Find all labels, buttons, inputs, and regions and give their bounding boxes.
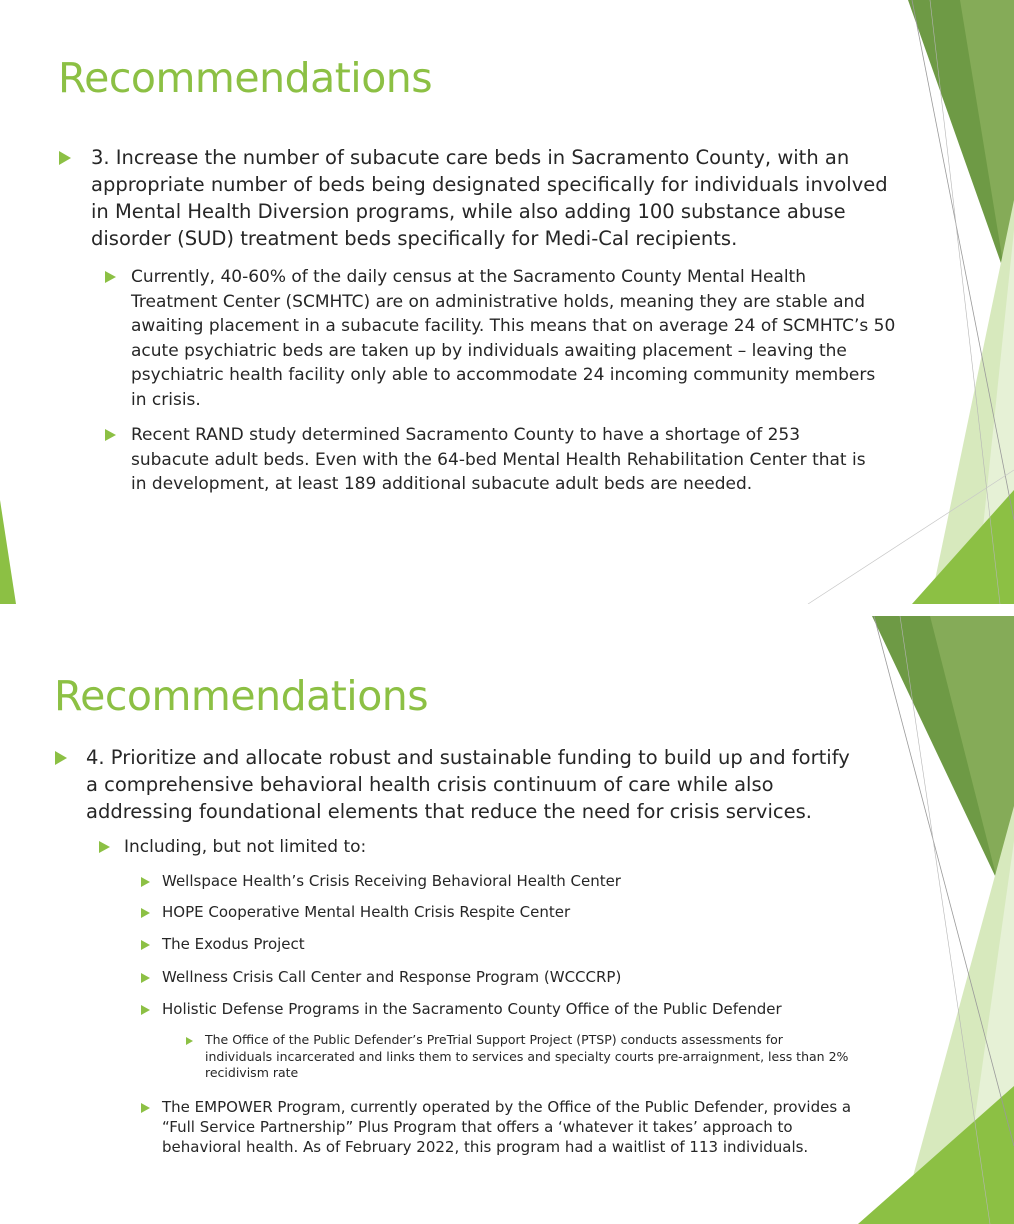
slide-2-title: Recommendations xyxy=(54,672,429,720)
bullet-arrow-icon xyxy=(141,908,150,918)
bullet-text: The EMPOWER Program, currently operated by the Office of the Public Defender, provides a “Full Service Partnership” Plus Program that offers a ‘whatever it takes’ approach to behavioral health. As of February 2022, this program had a waitlist of 113 individuals. xyxy=(162,1098,852,1156)
bullet-text: The Exodus Project xyxy=(162,935,305,953)
bullet-arrow-icon xyxy=(55,751,67,765)
bullet-arrow-icon xyxy=(141,877,150,887)
bullet-text: Recent RAND study determined Sacramento County to have a shortage of 253 subacute adult beds. Even with the 64-bed Mental Health Rehabilitation Center that is in development, at least 189 additional subacute adult beds are needed. xyxy=(131,425,866,494)
bullet-text: Wellspace Health’s Crisis Receiving Behavioral Health Center xyxy=(162,872,621,890)
bullet-arrow-icon xyxy=(105,271,116,283)
bullet-arrow-icon xyxy=(141,973,150,983)
bullet-arrow-icon xyxy=(105,429,116,441)
slide-separator xyxy=(0,604,1014,616)
bullet-arrow-icon xyxy=(59,151,71,165)
bullet-arrow-icon xyxy=(141,940,150,950)
slide-1 xyxy=(0,0,1014,604)
bullet-arrow-icon xyxy=(186,1037,193,1045)
bullet-text: 4. Prioritize and allocate robust and sustainable funding to build up and fortify a comprehensive behavioral health crisis continuum of care while also addressing foundational elements that reduce the need for crisis services. xyxy=(86,746,850,823)
bullet-arrow-icon xyxy=(141,1005,150,1015)
bullet-text: Wellness Crisis Call Center and Response Program (WCCCRP) xyxy=(162,968,622,986)
bullet-arrow-icon xyxy=(99,841,110,853)
slide-2 xyxy=(0,616,1014,1224)
bullet-text: The Office of the Public Defender’s PreTrial Support Project (PTSP) conducts assessments for individuals incarcerated and links them to services and specialty courts pre-arraignment, less than 2% recidivism rate xyxy=(205,1032,849,1080)
left-accent-shape xyxy=(0,500,16,604)
bullet-text: 3. Increase the number of subacute care beds in Sacramento County, with an appropriate number of beds being designated specifically for individuals involved in Mental Health Diversion programs, while also adding 100 substance abuse disorder (SUD) treatment beds specifically for Medi-Cal recipients. xyxy=(91,146,888,250)
bullet-text: Currently, 40-60% of the daily census at the Sacramento County Mental Health Treatment Center (SCMHTC) are on administrative holds, meaning they are stable and awaiting placement in a subacute facility. This means that on average 24 of SCMHTC’s 50 acute psychiatric beds are taken up by individuals awaiting placement – leaving the psychiatric health facility only able to accommodate 24 incoming community members in crisis. xyxy=(131,267,896,410)
bullet-text: Holistic Defense Programs in the Sacramento County Office of the Public Defender xyxy=(162,1000,782,1018)
bullet-text: HOPE Cooperative Mental Health Crisis Respite Center xyxy=(162,903,571,921)
bullet-text: Including, but not limited to: xyxy=(124,837,367,857)
slide-1-title: Recommendations xyxy=(58,54,433,102)
bullet-arrow-icon xyxy=(141,1103,150,1113)
